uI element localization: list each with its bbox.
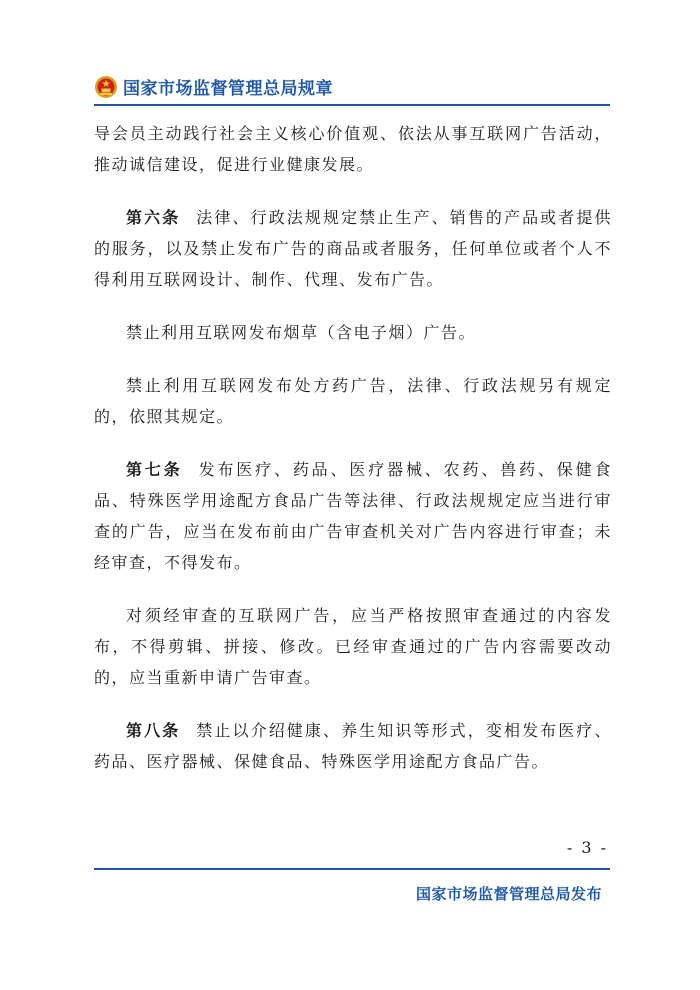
article-8 — [94, 715, 612, 777]
national-emblem-icon — [94, 75, 118, 99]
footer-divider — [94, 868, 610, 870]
article-number: 第八条 — [126, 721, 181, 740]
page-number: - 3 - — [566, 838, 608, 857]
article-number: 第六条 — [126, 208, 181, 227]
paragraph: 禁止利用互联网发布烟草（含电子烟）广告。 — [126, 323, 477, 342]
footer-title: 国家市场监督管理总局发布 — [415, 885, 602, 903]
paragraph: 对须经审查的互联网广告，应当严格按照审查通过的内容发布，不得剪辑、拼接、修改。已经审查通过的广告内容需要改动的，应当重新申请广告审查。 — [94, 606, 612, 687]
header-divider — [94, 104, 610, 106]
paragraph: 禁止利用互联网发布处方药广告，法律、行政法规另有规定的，依照其规定。 — [94, 376, 612, 426]
article-text: 发布医疗、药品、医疗器械、农药、兽药、保健食品、特殊医学用途配方食品广告等法律、行政法规规定应当进行审查的广告，应当在发布前由广告审查机关对广告内容进行审查；未经审查，不得发布。 — [94, 460, 612, 572]
paragraph: 导会员主动践行社会主义核心价值观、依法从事互联网广告活动，推动诚信建设，促进行业健康发展。 — [94, 124, 612, 174]
header-title: 国家市场监督管理总局规章 — [123, 79, 333, 99]
article-number: 第七条 — [126, 460, 183, 479]
article-6 — [94, 202, 612, 295]
article-7 — [94, 454, 612, 578]
page-header — [94, 74, 333, 99]
article-text: 禁止以介绍健康、养生知识等形式，变相发布医疗、药品、医疗器械、保健食品、特殊医学用途配方食品广告。 — [94, 721, 612, 771]
document-body — [94, 118, 612, 799]
article-text: 法律、行政法规规定禁止生产、销售的产品或者提供的服务，以及禁止发布广告的商品或者服务，任何单位或者个人不得利用互联网设计、制作、代理、发布广告。 — [94, 208, 612, 289]
